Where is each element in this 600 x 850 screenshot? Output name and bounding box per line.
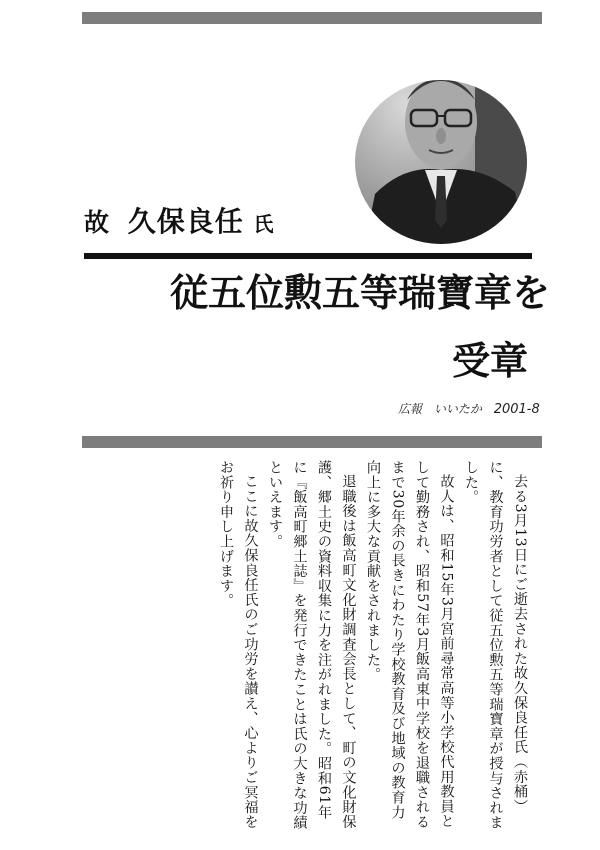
paragraph: 去る3月13日にご逝去された故久保良任氏（赤桶）に、教育功労者として従五位勲五等瑞寶章が授与されました。	[463, 460, 528, 830]
source-publication-label: 広報	[398, 402, 423, 416]
paragraph: ここに故久保良任氏のご功労を讃え、心よりご冥福をお祈り申し上げます。	[218, 460, 259, 830]
paragraph: 退職後は飯高町文化財調査会長として、町の文化財保護、郷土史の資料収集に力を注がれました。昭和61年に『飯高町郷土誌』を発行できたことは氏の大きな功績といえます。	[267, 460, 357, 830]
source-date: 2001-8	[493, 402, 540, 417]
article-body	[92, 460, 532, 830]
paragraph: 故人は、昭和15年3月宮前尋常高等小学校代用教員として勤務され、昭和57年3月飯高東中学校を退職されるまで30年余の長きにわたり学校教育及び地域の教育力向上に多大な貢献をされました。	[365, 460, 455, 830]
section-divider-bar	[82, 436, 542, 448]
award-title-line1: 従五位勲五等瑞寶章を	[170, 271, 551, 315]
source-publication-name: いいたか	[433, 402, 482, 416]
top-divider-bar	[82, 12, 542, 24]
deceased-name-heading	[84, 200, 274, 240]
person-name: 久保良任	[127, 205, 244, 238]
honorific-prefix: 故	[84, 208, 111, 237]
name-suffix: 氏	[253, 212, 275, 236]
title-underline-rule	[84, 253, 532, 259]
award-title-line2: 受章	[452, 339, 529, 383]
portrait-photo	[355, 44, 527, 244]
source-credit	[398, 400, 548, 417]
